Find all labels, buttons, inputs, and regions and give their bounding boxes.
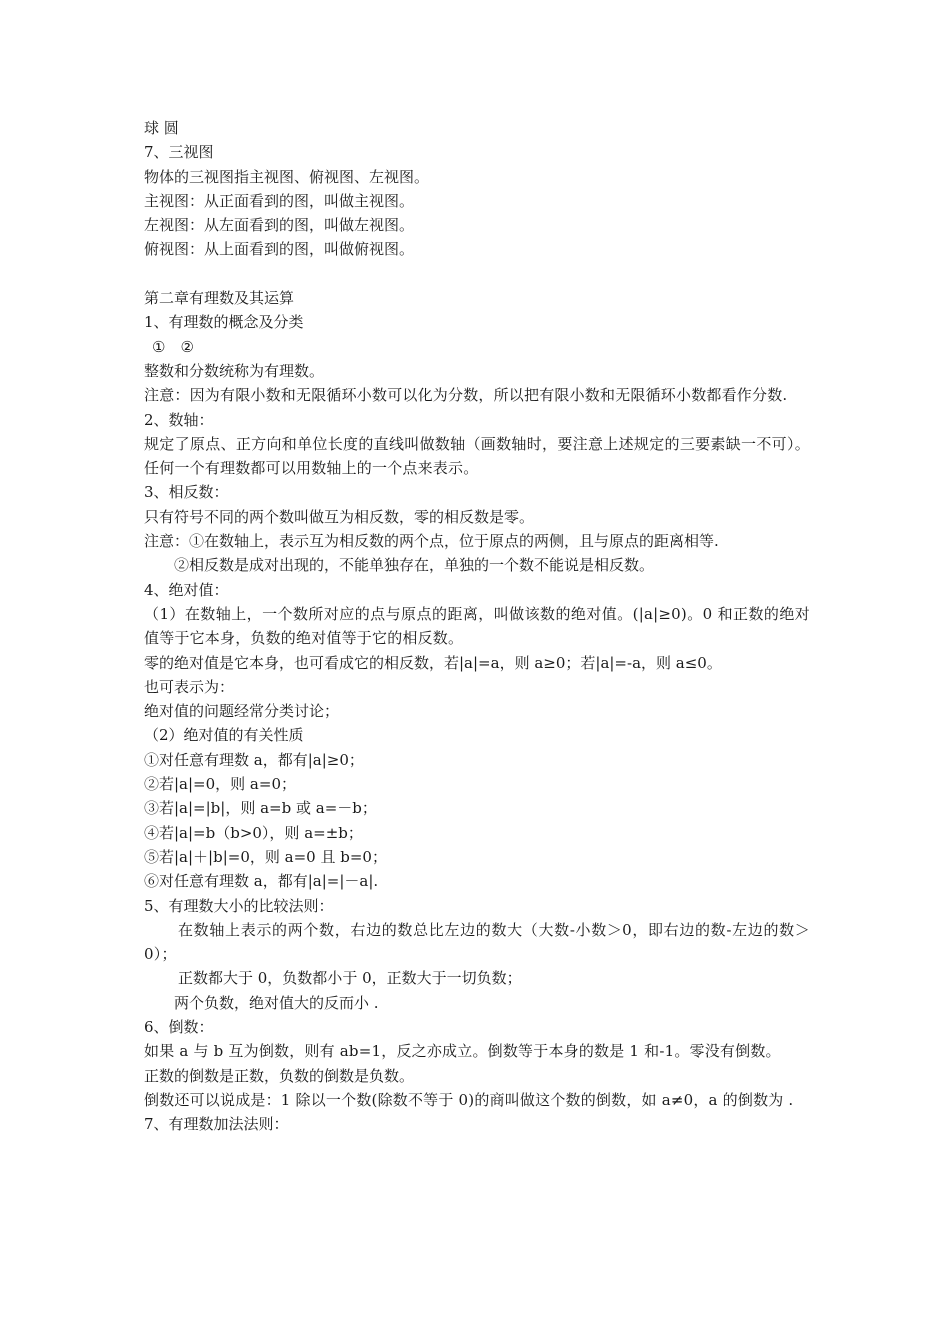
text-line: ②相反数是成对出现的，不能单独存在，单独的一个数不能说是相反数。 [174,556,655,575]
paragraph: （1）在数轴上，一个数所对应的点与原点的距离，叫做该数的绝对值。(|a|≥0)。0 和正数的绝对值等于它本身，负数的绝对值等于它的相反数。 [144,604,810,648]
chapter-title: 第二章有理数及其运算 [144,289,295,308]
paragraph: 注意：因为有限小数和无限循环小数可以化为分数，所以把有限小数和无限循环小数都看作分数. [144,386,788,405]
section-heading: 4、绝对值： [144,580,229,599]
text-line: 注意：①在数轴上，表示互为相反数的两个点，位于原点的两侧，且与原点的距离相等. [144,532,719,551]
text-line: 两个负数，绝对值大的反而小 . [174,993,379,1012]
list-item: ②若|a|=0，则 a=0； [144,775,296,794]
text-line: 只有符号不同的两个数叫做互为相反数，零的相反数是零。 [144,507,535,526]
text-line: 零的绝对值是它本身，也可看成它的相反数，若|a|=a，则 a≥0；若|a|=-a，则 a≤0。 [144,653,722,672]
list-item: ⑤若|a|＋|b|=0，则 a=0 且 b=0； [144,847,387,866]
section-heading: 3、相反数： [144,483,229,502]
paragraph: 倒数还可以说成是：1 除以一个数(除数不等于 0)的商叫做这个数的倒数，如 a≠0，a 的倒数为 . [144,1090,794,1109]
text-line: 俯视图：从上面看到的图，叫做俯视图。 [144,240,415,259]
text-line: 主视图：从正面看到的图，叫做主视图。 [144,191,415,210]
section-heading: 7、三视图 [144,143,214,162]
text-line: 整数和分数统称为有理数。 [144,361,325,380]
list-item: ①对任意有理数 a，都有|a|≥0； [144,750,364,769]
list-item: ④若|a|=b（b>0），则 a=±b； [144,823,363,842]
section-heading: 5、有理数大小的比较法则： [144,896,334,915]
blank-line [144,262,810,286]
section-heading: 6、倒数： [144,1017,214,1036]
text-line: 正数的倒数是正数，负数的倒数是负数。 [144,1066,415,1085]
paragraph: 规定了原点、正方向和单位长度的直线叫做数轴（画数轴时，要注意上述规定的三要素缺一不可）。任何一个有理数都可以用数轴上的一个点来表示。 [144,434,810,478]
text-line: 球 圆 [144,119,179,137]
paragraph: 如果 a 与 b 互为倒数，则有 ab=1，反之亦成立。倒数等于本身的数是 1 和-1。零没有倒数。 [144,1042,781,1061]
list-item: ③若|a|=|b|，则 a=b 或 a=－b； [144,799,377,818]
list-item: ⑥对任意有理数 a，都有|a|=|－a|. [144,872,379,891]
section-heading: 2、数轴： [144,410,214,429]
text-line: 也可表示为： [144,677,235,696]
text-line: 物体的三视图指主视图、俯视图、左视图。 [144,167,430,186]
paragraph: 在数轴上表示的两个数，右边的数总比左边的数大（大数-小数＞0，即右边的数-左边的数＞0）； [144,920,810,964]
text-line: 正数都大于 0，负数都小于 0，正数大于一切负数； [178,969,522,988]
text-line: ① ② [152,337,194,356]
document-page [144,116,810,1136]
text-line: 左视图：从左面看到的图，叫做左视图。 [144,216,415,235]
section-heading: 1、有理数的概念及分类 [144,313,304,332]
text-line: 绝对值的问题经常分类讨论； [144,702,340,721]
section-heading: 7、有理数加法法则： [144,1115,289,1134]
text-line: （2）绝对值的有关性质 [144,726,304,745]
